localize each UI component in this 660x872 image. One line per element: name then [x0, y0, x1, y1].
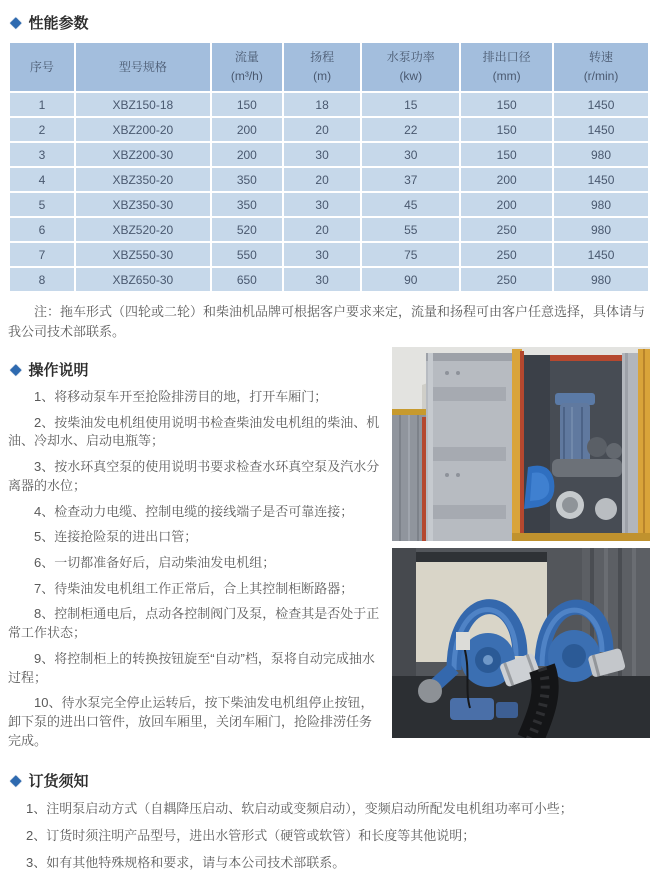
operation-step: 7、待柴油发电机组工作正常后，合上其控制柜断路器； [8, 580, 380, 599]
cell: 1450 [554, 118, 648, 141]
cell: 15 [362, 93, 459, 116]
cell: 550 [212, 243, 282, 266]
table-row [10, 193, 648, 216]
cell: 200 [212, 118, 282, 141]
cell: 5 [10, 193, 74, 216]
table-row [10, 168, 648, 191]
section-title-ordering [10, 770, 650, 791]
table-header-row [10, 43, 648, 91]
operation-text-column [8, 345, 392, 758]
photo-column [392, 345, 650, 758]
operation-step: 6、一切都准备好后，启动柴油发电机组； [8, 554, 380, 573]
container-pump-photo [392, 347, 650, 541]
operation-title-label: 操作说明 [29, 359, 89, 380]
cell: 980 [554, 218, 648, 241]
cell: 18 [284, 93, 360, 116]
performance-table [8, 41, 650, 293]
cell: XBZ150-18 [76, 93, 210, 116]
cell: XBZ350-20 [76, 168, 210, 191]
col-header-model: 型号规格 [76, 43, 210, 91]
cell: 980 [554, 268, 648, 291]
cell: 1 [10, 93, 74, 116]
cell: 250 [461, 243, 552, 266]
cell: 30 [284, 143, 360, 166]
col-header-head: 扬程 (m) [284, 43, 360, 91]
section-title-operation [10, 359, 380, 380]
ordering-note: 2、订货时须注明产品型号，进出水管形式（硬管或软管）和长度等其他说明； [26, 827, 650, 845]
ordering-title-label: 订货须知 [29, 770, 89, 791]
cell: 650 [212, 268, 282, 291]
col-header-power: 水泵功率 (kw) [362, 43, 459, 91]
cell: 350 [212, 193, 282, 216]
cell: 7 [10, 243, 74, 266]
cell: 20 [284, 218, 360, 241]
cell: 20 [284, 118, 360, 141]
diamond-icon: ◆ [10, 15, 22, 30]
cell: 6 [10, 218, 74, 241]
cell: 20 [284, 168, 360, 191]
cell: 250 [461, 218, 552, 241]
operation-step: 10、待水泵完全停止运转后，按下柴油发电机组停止按钮，卸下泵的进出口管件，放回车厢里，关闭车厢门，抢险排涝任务完成。 [8, 694, 380, 750]
cell: XBZ200-30 [76, 143, 210, 166]
cell: 1450 [554, 168, 648, 191]
cell: 200 [461, 193, 552, 216]
operation-step: 1、将移动泵车开至抢险排涝目的地，打开车厢门； [8, 388, 380, 407]
section-title-performance [10, 12, 650, 33]
cell: 30 [284, 243, 360, 266]
cell: 350 [212, 168, 282, 191]
operation-step: 9、将控制柜上的转换按钮旋至“自动”档，泵将自动完成抽水过程； [8, 650, 380, 687]
cell: 150 [461, 143, 552, 166]
cell: 4 [10, 168, 74, 191]
ordering-section [8, 770, 650, 872]
diamond-icon: ◆ [10, 362, 22, 377]
operation-step: 4、检查动力电缆、控制电缆的接线端子是否可靠连接； [8, 503, 380, 522]
col-header-outlet: 排出口径 (mm) [461, 43, 552, 91]
table-row [10, 143, 648, 166]
table-row [10, 218, 648, 241]
cell: 200 [461, 168, 552, 191]
cell: 30 [284, 268, 360, 291]
table-row [10, 243, 648, 266]
cell: 3 [10, 143, 74, 166]
performance-title-label: 性能参数 [29, 12, 89, 33]
col-header-speed: 转速 (r/min) [554, 43, 648, 91]
table-row [10, 118, 648, 141]
cell: 90 [362, 268, 459, 291]
cell: 30 [362, 143, 459, 166]
cell: 980 [554, 143, 648, 166]
cell: 980 [554, 193, 648, 216]
cell: XBZ200-20 [76, 118, 210, 141]
ordering-note: 3、如有其他特殊规格和要求，请与本公司技术部联系。 [26, 854, 650, 872]
cell: 1450 [554, 93, 648, 116]
table-row [10, 268, 648, 291]
cell: 8 [10, 268, 74, 291]
operation-step: 8、控制柜通电后，点动各控制阀门及泵，检查其是否处于正常工作状态； [8, 605, 380, 642]
diamond-icon: ◆ [10, 773, 22, 788]
cell: XBZ520-20 [76, 218, 210, 241]
cell: 55 [362, 218, 459, 241]
table-row [10, 93, 648, 116]
col-header-flow: 流量 (m³/h) [212, 43, 282, 91]
pump-unit-photo [392, 548, 650, 738]
table-note: 注：拖车形式（四轮或二轮）和柴油机品牌可根据客户要求来定，流量和扬程可由客户任意选择，具体请与我公司技术部联系。 [8, 302, 650, 341]
cell: 150 [461, 118, 552, 141]
cell: XBZ350-30 [76, 193, 210, 216]
operation-step: 5、连接抢险泵的进出口管； [8, 528, 380, 547]
cell: 150 [212, 93, 282, 116]
operation-section [8, 345, 650, 758]
cell: 2 [10, 118, 74, 141]
cell: 37 [362, 168, 459, 191]
col-header-index: 序号 [10, 43, 74, 91]
cell: 1450 [554, 243, 648, 266]
cell: XBZ550-30 [76, 243, 210, 266]
cell: 30 [284, 193, 360, 216]
cell: 22 [362, 118, 459, 141]
cell: 520 [212, 218, 282, 241]
cell: 250 [461, 268, 552, 291]
ordering-note: 1、注明泵启动方式（自耦降压启动、软启动或变频启动），变频启动所配发电机组功率可小些； [26, 800, 650, 818]
cell: 200 [212, 143, 282, 166]
cell: 45 [362, 193, 459, 216]
cell: 75 [362, 243, 459, 266]
operation-step: 2、按柴油发电机组使用说明书检查柴油发电机组的柴油、机油、冷却水、启动电瓶等； [8, 414, 380, 451]
operation-step: 3、按水环真空泵的使用说明书要求检查水环真空泵及汽水分离器的水位； [8, 458, 380, 495]
cell: XBZ650-30 [76, 268, 210, 291]
cell: 150 [461, 93, 552, 116]
